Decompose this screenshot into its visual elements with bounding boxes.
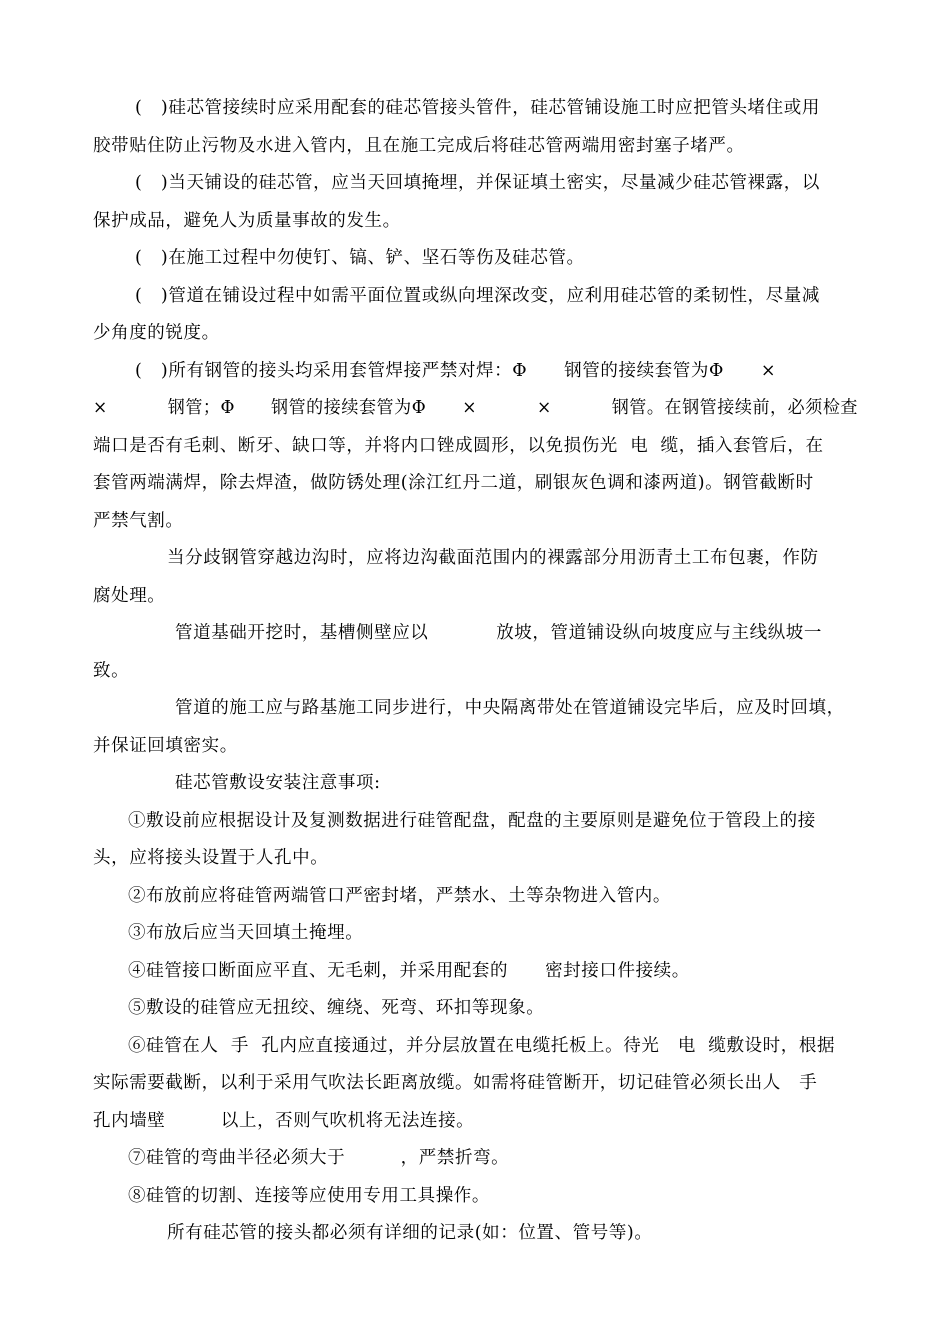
text-line-2: 胶带贴住防止污物及水进入管内，且在施工完成后将硅芯管两端用密封塞子堵严。 bbox=[93, 136, 745, 156]
text-line-13: 当分歧钢管穿越边沟时，应将边沟截面范围内的裸露部分用沥青土工布包裹，作防 bbox=[167, 548, 819, 568]
text-line-31: 所有硅芯管的接头都必须有详细的记录(如：位置、管号等)。 bbox=[167, 1223, 653, 1243]
text-line-12: 严禁气割。 bbox=[93, 511, 184, 531]
text-line-6: ( )管道在铺设过程中如需平面位置或纵向埋深改变，应利用硅芯管的柔韧性，尽量减 bbox=[135, 286, 820, 306]
text-line-7: 少角度的锐度。 bbox=[93, 323, 220, 343]
text-line-5: ( )在施工过程中勿使钉、镐、铲、坚石等伤及硅芯管。 bbox=[135, 248, 585, 268]
text-line-24: ④硅管接口断面应平直、无毛刺，并采用配套的 密封接口件接续。 bbox=[128, 961, 690, 981]
text-line-3: ( )当天铺设的硅芯管，应当天回填掩埋，并保证填土密实，尽量减少硅芯管裸露，以 bbox=[135, 173, 820, 193]
text-line-29: ⑦硅管的弯曲半径必须大于 ，严禁折弯。 bbox=[128, 1148, 510, 1168]
text-line-16: 致。 bbox=[93, 661, 130, 681]
text-line-1: ( )硅芯管接续时应采用配套的硅芯管接头管件，硅芯管铺设施工时应把管头堵住或用 bbox=[135, 98, 820, 118]
text-line-10: 端口是否有毛刺、断牙、缺口等，并将内口锉成圆形，以免损伤光 电 缆，插入套管后，在 bbox=[93, 436, 824, 456]
text-line-8: ( )所有钢管的接头均采用套管焊接严禁对焊：Φ 钢管的接续套管为Φ × bbox=[135, 361, 777, 381]
text-line-27: 实际需要截断，以利于采用气吹法长距离放缆。如需将硅管断开，切记硅管必须长出人 手 bbox=[93, 1073, 818, 1093]
text-line-11: 套管两端满焊，除去焊渣，做防锈处理(涂江红丹二道，刷银灰色调和漆两道)。钢管截断时 bbox=[93, 473, 814, 493]
text-line-30: ⑧硅管的切割、连接等应使用专用工具操作。 bbox=[128, 1186, 490, 1206]
text-line-19: 硅芯管敷设安装注意事项: bbox=[175, 773, 381, 793]
text-line-21: 头，应将接头设置于人孔中。 bbox=[93, 848, 329, 868]
text-line-4: 保护成品，避免人为质量事故的发生。 bbox=[93, 211, 401, 231]
text-line-22: ②布放前应将硅管两端管口严密封堵，严禁水、土等杂物进入管内。 bbox=[128, 886, 671, 906]
text-line-17: 管道的施工应与路基施工同步进行，中央隔离带处在管道铺设完毕后，应及时回填， bbox=[175, 698, 845, 718]
text-line-20: ①敷设前应根据设计及复测数据进行硅管配盘，配盘的主要原则是避免位于管段上的接 bbox=[128, 811, 816, 831]
text-line-15: 管道基础开挖时，基槽侧壁应以 放坡，管道铺设纵向坡度应与主线纵坡一 bbox=[175, 623, 822, 643]
text-line-18: 并保证回填密实。 bbox=[93, 736, 238, 756]
text-line-28: 孔内墙壁 以上，否则气吹机将无法连接。 bbox=[93, 1111, 475, 1131]
text-line-23: ③布放后应当天回填土掩埋。 bbox=[128, 923, 364, 943]
text-line-9: × 钢管；Φ 钢管的接续套管为Φ × × 钢管。在钢管接续前，必须检查 bbox=[93, 398, 859, 418]
text-line-14: 腐处理。 bbox=[93, 586, 166, 606]
text-line-26: ⑥硅管在人 手 孔内应直接通过，并分层放置在电缆托板上。待光 电 缆敷设时，根据 bbox=[128, 1036, 836, 1056]
text-line-25: ⑤敷设的硅管应无扭绞、缠绕、死弯、环扣等现象。 bbox=[128, 998, 545, 1018]
